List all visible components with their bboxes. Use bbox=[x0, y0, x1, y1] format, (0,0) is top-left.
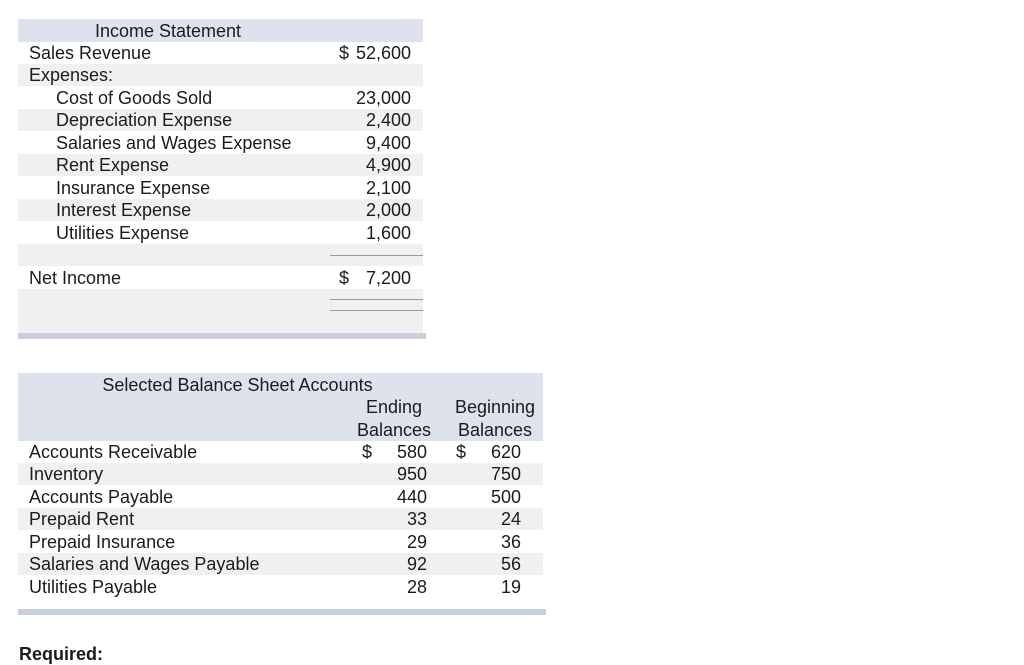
beginning-value: 19 bbox=[500, 577, 521, 597]
net-income-label: Net Income bbox=[29, 268, 122, 288]
beginning-dollar: $ bbox=[456, 442, 467, 462]
expense-value: 4,900 bbox=[365, 155, 411, 175]
expense-value: 23,000 bbox=[355, 88, 411, 108]
expense-label: Rent Expense bbox=[56, 155, 170, 175]
expense-label: Depreciation Expense bbox=[56, 110, 233, 130]
ending-value: 33 bbox=[406, 509, 427, 529]
income-statement-title: Income Statement bbox=[94, 21, 242, 41]
expense-label: Cost of Goods Sold bbox=[56, 88, 213, 108]
beginning-value: 24 bbox=[500, 509, 521, 529]
ending-dollar: $ bbox=[362, 442, 373, 462]
ending-value: 950 bbox=[396, 464, 427, 484]
account-label: Utilities Payable bbox=[29, 577, 158, 597]
expense-value: 2,400 bbox=[365, 110, 411, 130]
expenses-label: Expenses: bbox=[29, 65, 114, 85]
beginning-value: 36 bbox=[500, 532, 521, 552]
table-footer-bar bbox=[18, 333, 426, 339]
expense-label: Salaries and Wages Expense bbox=[56, 133, 292, 153]
expense-label: Utilities Expense bbox=[56, 223, 190, 243]
net-income-value: 7,200 bbox=[365, 268, 411, 288]
ending-value: 29 bbox=[406, 532, 427, 552]
expense-label: Insurance Expense bbox=[56, 178, 211, 198]
expense-value: 2,100 bbox=[365, 178, 411, 198]
account-label: Salaries and Wages Payable bbox=[29, 554, 260, 574]
net-income-dollar: $ bbox=[339, 268, 350, 288]
expense-label: Interest Expense bbox=[56, 200, 192, 220]
account-label: Prepaid Rent bbox=[29, 509, 135, 529]
col-header-beginning-line1: Beginning bbox=[454, 397, 536, 417]
col-header-beginning-line2: Balances bbox=[457, 420, 533, 440]
subtotal-rule bbox=[330, 255, 423, 256]
expense-value: 2,000 bbox=[365, 200, 411, 220]
expense-value: 9,400 bbox=[365, 133, 411, 153]
sales-revenue-value: 52,600 bbox=[355, 43, 411, 63]
beginning-value: 56 bbox=[500, 554, 521, 574]
balance-sheet-title-text: Selected Balance Sheet Accounts bbox=[102, 375, 373, 395]
account-label: Accounts Receivable bbox=[29, 442, 198, 462]
sales-revenue-label: Sales Revenue bbox=[29, 43, 152, 63]
table-footer-bar bbox=[18, 609, 546, 615]
required-heading: Required: bbox=[19, 644, 104, 664]
account-label: Inventory bbox=[29, 464, 104, 484]
col-header-ending-line2: Balances bbox=[356, 420, 432, 440]
account-label: Prepaid Insurance bbox=[29, 532, 176, 552]
balance-sheet-title bbox=[18, 374, 543, 396]
col-header-ending-line1: Ending bbox=[365, 397, 423, 417]
double-rule-bottom bbox=[330, 310, 423, 311]
ending-value: 440 bbox=[396, 487, 427, 507]
expense-value: 1,600 bbox=[365, 223, 411, 243]
account-label: Accounts Payable bbox=[29, 487, 174, 507]
row-band bbox=[18, 289, 423, 333]
beginning-value: 750 bbox=[490, 464, 521, 484]
double-rule-top bbox=[330, 299, 423, 300]
ending-value: 580 bbox=[396, 442, 427, 462]
sales-revenue-dollar: $ bbox=[339, 43, 350, 63]
beginning-value: 620 bbox=[490, 442, 521, 462]
beginning-value: 500 bbox=[490, 487, 521, 507]
ending-value: 28 bbox=[406, 577, 427, 597]
ending-value: 92 bbox=[406, 554, 427, 574]
